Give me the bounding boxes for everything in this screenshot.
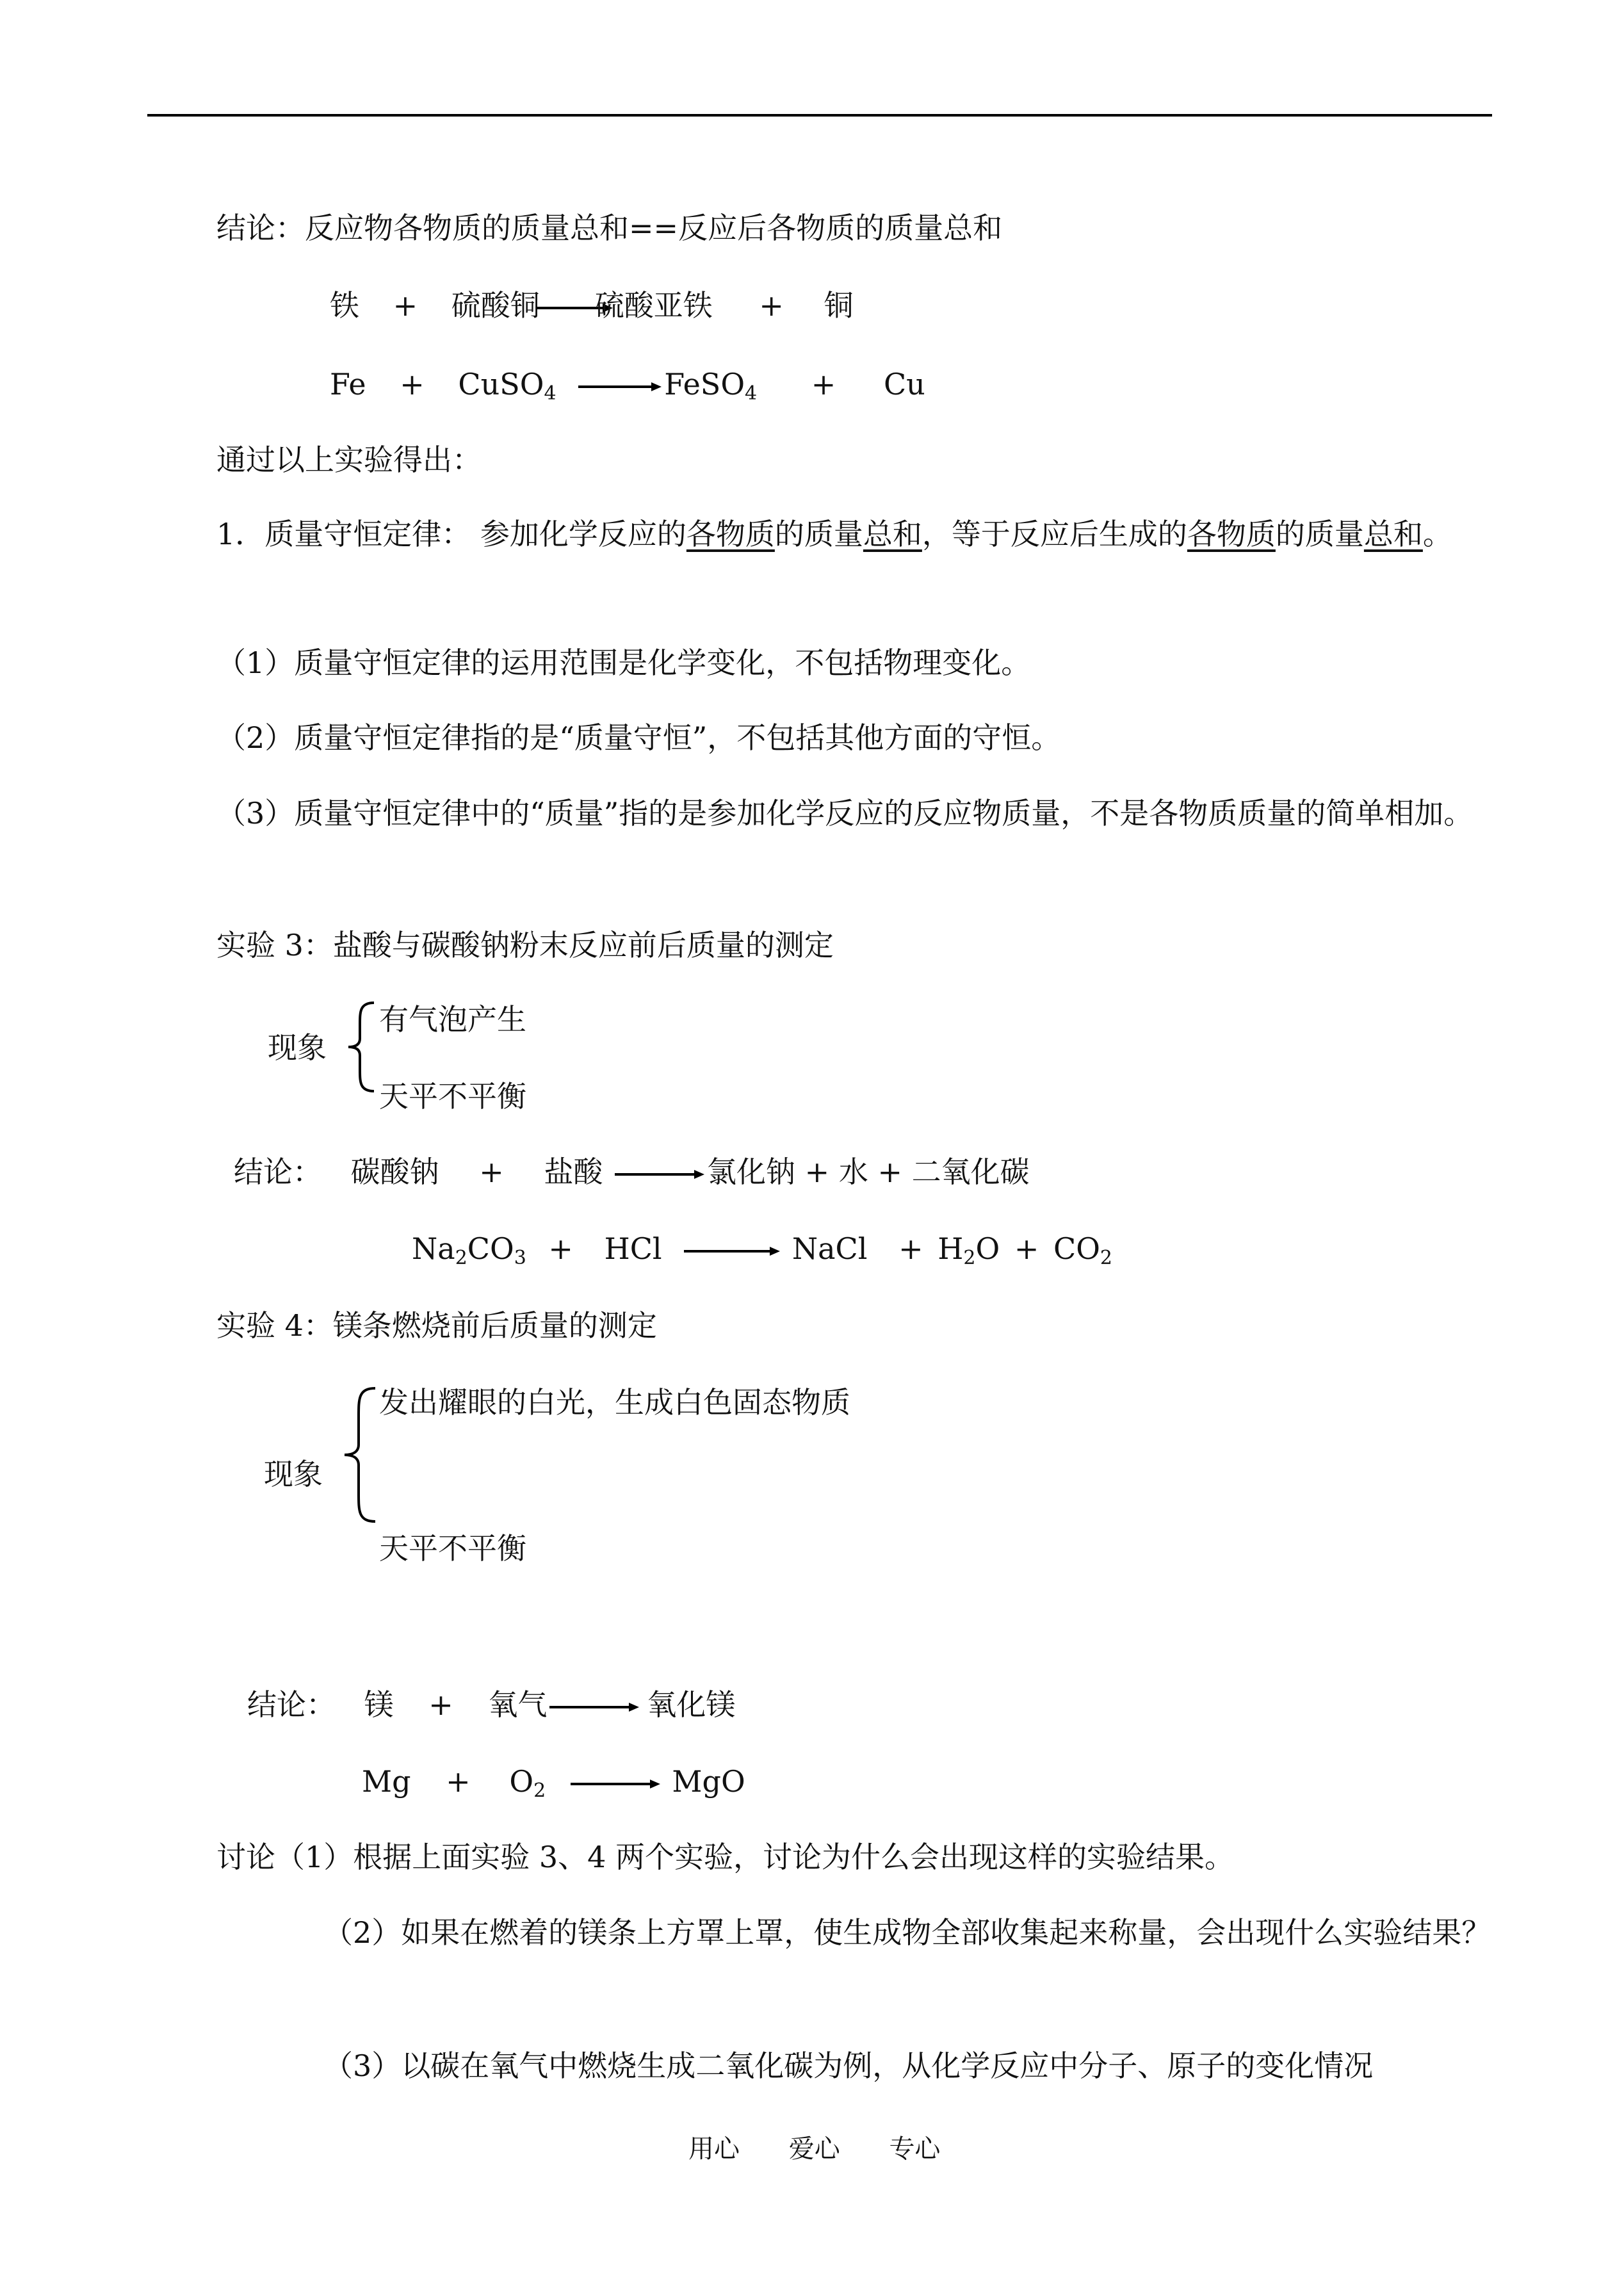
product: $CO_2$ bbox=[1053, 1231, 1113, 1269]
reactant: 碳酸钠 bbox=[350, 1155, 439, 1189]
phenomenon-item: 发出耀眼的白光，生成白色固态物质 bbox=[379, 1385, 850, 1420]
product: $H_2O$ bbox=[938, 1231, 1000, 1269]
discussion-2: （2）如果在燃着的镁条上方罩上罩，使生成物全部收集起来称量，会出现什么实验结果？ bbox=[323, 1915, 1491, 1950]
reactant: $Na_2CO_3$ bbox=[412, 1231, 526, 1269]
reactant: 盐酸 bbox=[544, 1155, 603, 1189]
reactant: 硫酸铜 bbox=[451, 288, 540, 323]
experiment-4-title: 实验 4：镁条燃烧前后质量的测定 bbox=[216, 1308, 657, 1343]
product: 硫酸亚铁 bbox=[594, 288, 713, 323]
arrow-icon bbox=[578, 380, 662, 393]
footer bbox=[688, 2130, 940, 2168]
reactant: 镁 bbox=[364, 1687, 394, 1722]
reactant: Fe bbox=[330, 367, 366, 401]
product: MgO bbox=[672, 1764, 745, 1799]
discussion-1: 讨论（1）根据上面实验 3、4 两个实验，讨论为什么会出现这样的实验结果。 bbox=[216, 1840, 1235, 1874]
product: 铜 bbox=[824, 288, 854, 323]
equation-1-formula bbox=[330, 365, 925, 403]
product: Cu bbox=[883, 367, 925, 401]
phenomenon-item: 天平不平衡 bbox=[379, 1079, 526, 1114]
experiment-4-formula bbox=[362, 1762, 745, 1801]
conclusion-text: 反应物各物质的质量总和==反应后各物质的质量总和 bbox=[305, 211, 1003, 245]
plus-sign: + bbox=[898, 1231, 923, 1266]
experiment-3-conclusion bbox=[234, 1153, 1030, 1191]
brace-icon bbox=[339, 1384, 378, 1525]
product: 氧化镁 bbox=[647, 1687, 736, 1722]
plus-sign: + bbox=[479, 1155, 504, 1189]
brace-icon bbox=[342, 999, 380, 1095]
plus-sign: + bbox=[811, 367, 836, 401]
reactant: HCl bbox=[604, 1231, 662, 1266]
note-2: （2）质量守恒定律指的是“质量守恒”，不包括其他方面的守恒。 bbox=[216, 720, 1061, 755]
footer-item: 专心 bbox=[889, 2134, 941, 2164]
summary-intro: 通过以上实验得出： bbox=[216, 442, 482, 477]
arrow-icon bbox=[684, 1245, 780, 1258]
conclusion-1 bbox=[216, 209, 1002, 247]
conclusion-label: 结论： bbox=[234, 1155, 322, 1189]
header-rule bbox=[147, 114, 1492, 117]
conclusion-label: 结论： bbox=[216, 211, 305, 245]
reactant: CuSO$_4$ bbox=[458, 367, 556, 405]
phenomenon-label: 现象 bbox=[268, 1030, 327, 1065]
phenomenon-label: 现象 bbox=[264, 1457, 323, 1491]
footer-item: 爱心 bbox=[788, 2134, 840, 2164]
product: NaCl bbox=[792, 1231, 868, 1266]
products: 氯化钠 + 水 + 二氧化碳 bbox=[707, 1155, 1030, 1189]
arrow-icon bbox=[549, 1701, 639, 1714]
plus-sign: + bbox=[446, 1764, 471, 1799]
reactant: 铁 bbox=[330, 288, 359, 323]
law-definition: 1．质量守恒定律： 参加化学反应的各物质的质量总和，等于反应后生成的各物质的质量总和。 bbox=[216, 517, 1452, 551]
product: FeSO$_4$ bbox=[664, 367, 758, 405]
experiment-3-formula bbox=[412, 1229, 1112, 1268]
phenomenon-item: 天平不平衡 bbox=[379, 1531, 526, 1566]
plus-sign: + bbox=[759, 288, 784, 323]
plus-sign: + bbox=[1014, 1231, 1039, 1266]
footer-item: 用心 bbox=[688, 2134, 740, 2164]
plus-sign: + bbox=[548, 1231, 573, 1266]
note-3: （3）质量守恒定律中的“质量”指的是参加化学反应的反应物质量，不是各物质质量的简单相加。 bbox=[216, 796, 1474, 831]
equation-1-words bbox=[330, 286, 854, 325]
reactant: 氧气 bbox=[488, 1687, 548, 1722]
reactant: $O_2$ bbox=[509, 1764, 546, 1802]
experiment-4-conclusion bbox=[247, 1685, 735, 1724]
discussion-3: （3）以碳在氧气中燃烧生成二氧化碳为例，从化学反应中分子、原子的变化情况 bbox=[323, 2048, 1374, 2083]
phenomenon-item: 有气泡产生 bbox=[379, 1002, 526, 1037]
plus-sign: + bbox=[393, 288, 418, 323]
reactant: Mg bbox=[362, 1764, 411, 1799]
experiment-3-title: 实验 3：盐酸与碳酸钠粉末反应前后质量的测定 bbox=[216, 928, 834, 962]
conclusion-label: 结论： bbox=[247, 1687, 336, 1722]
arrow-icon bbox=[571, 1778, 660, 1790]
arrow-icon bbox=[615, 1168, 704, 1181]
plus-sign: + bbox=[428, 1687, 453, 1722]
note-1: （1）质量守恒定律的运用范围是化学变化，不包括物理变化。 bbox=[216, 645, 1031, 680]
plus-sign: + bbox=[400, 367, 425, 401]
